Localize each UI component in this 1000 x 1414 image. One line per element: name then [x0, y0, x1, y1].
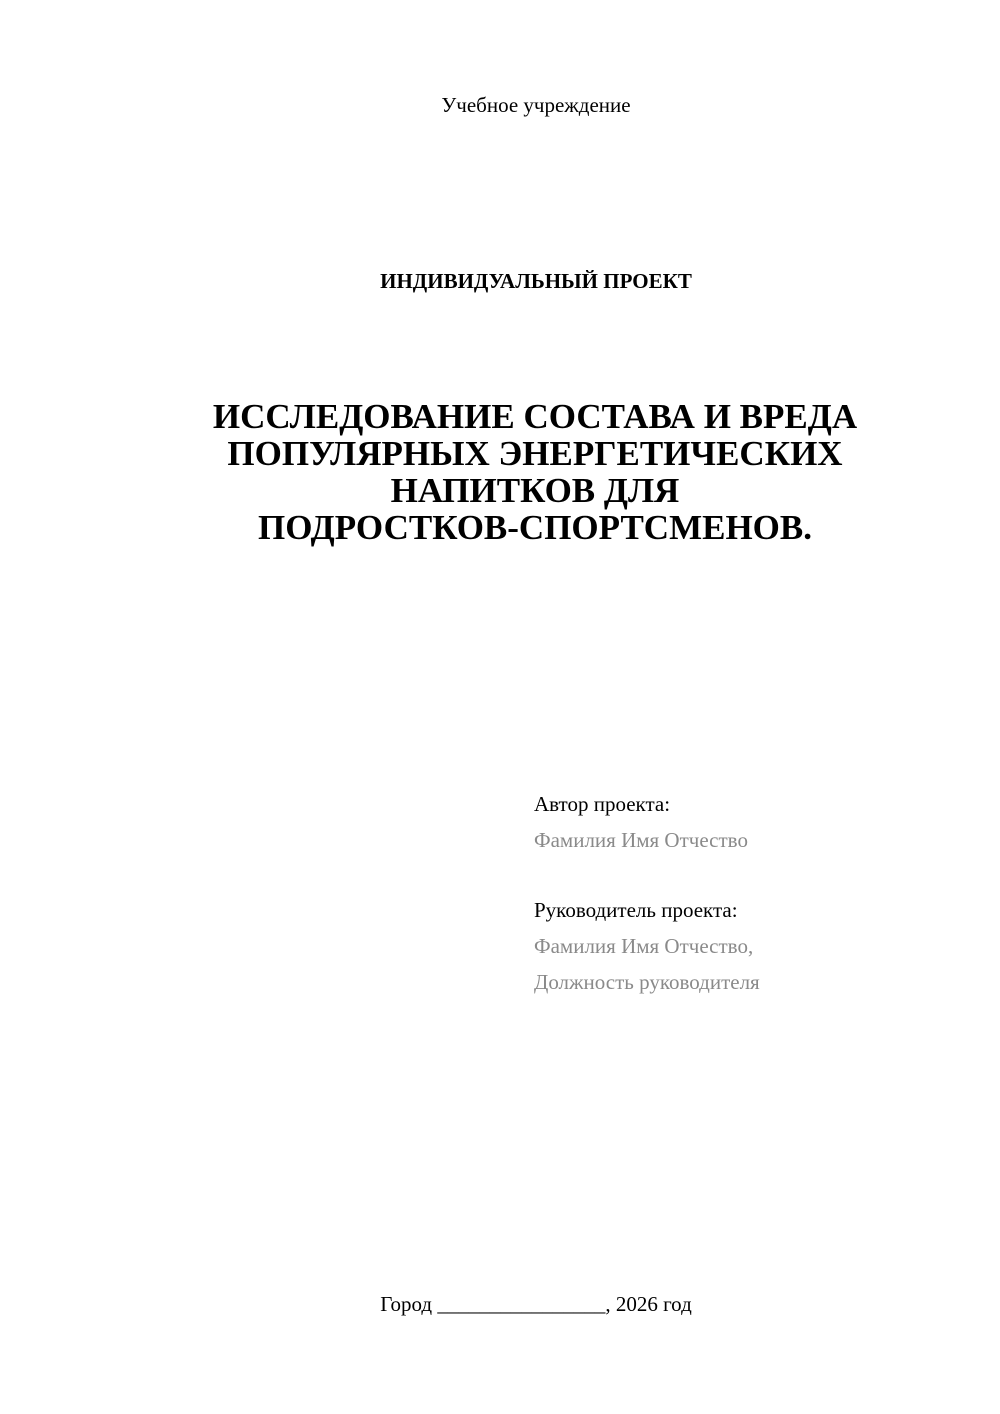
institution-name: Учебное учреждение — [441, 93, 631, 117]
author-label: Автор проекта: — [534, 792, 671, 816]
author-block — [534, 786, 954, 858]
supervisor-block — [534, 892, 954, 1000]
title-line: ИССЛЕДОВАНИЕ СОСТАВА И ВРЕДА — [212, 397, 858, 436]
author-name: Фамилия Имя Отчество — [534, 828, 748, 852]
project-type-heading: ИНДИВИДУАЛЬНЫЙ ПРОЕКТ — [380, 269, 692, 293]
supervisor-position: Должность руководителя — [534, 970, 760, 994]
supervisor-label: Руководитель проекта: — [534, 898, 738, 922]
title-line: ПОПУЛЯРНЫХ ЭНЕРГЕТИЧЕСКИХ — [227, 434, 843, 473]
title-line: ПОДРОСТКОВ-СПОРТСМЕНОВ. — [257, 508, 813, 547]
project-title — [160, 398, 910, 546]
supervisor-name: Фамилия Имя Отчество, — [534, 934, 754, 958]
city-year-line: Город ________________, 2026 год — [380, 1292, 692, 1316]
title-line: НАПИТКОВ ДЛЯ — [390, 471, 680, 510]
